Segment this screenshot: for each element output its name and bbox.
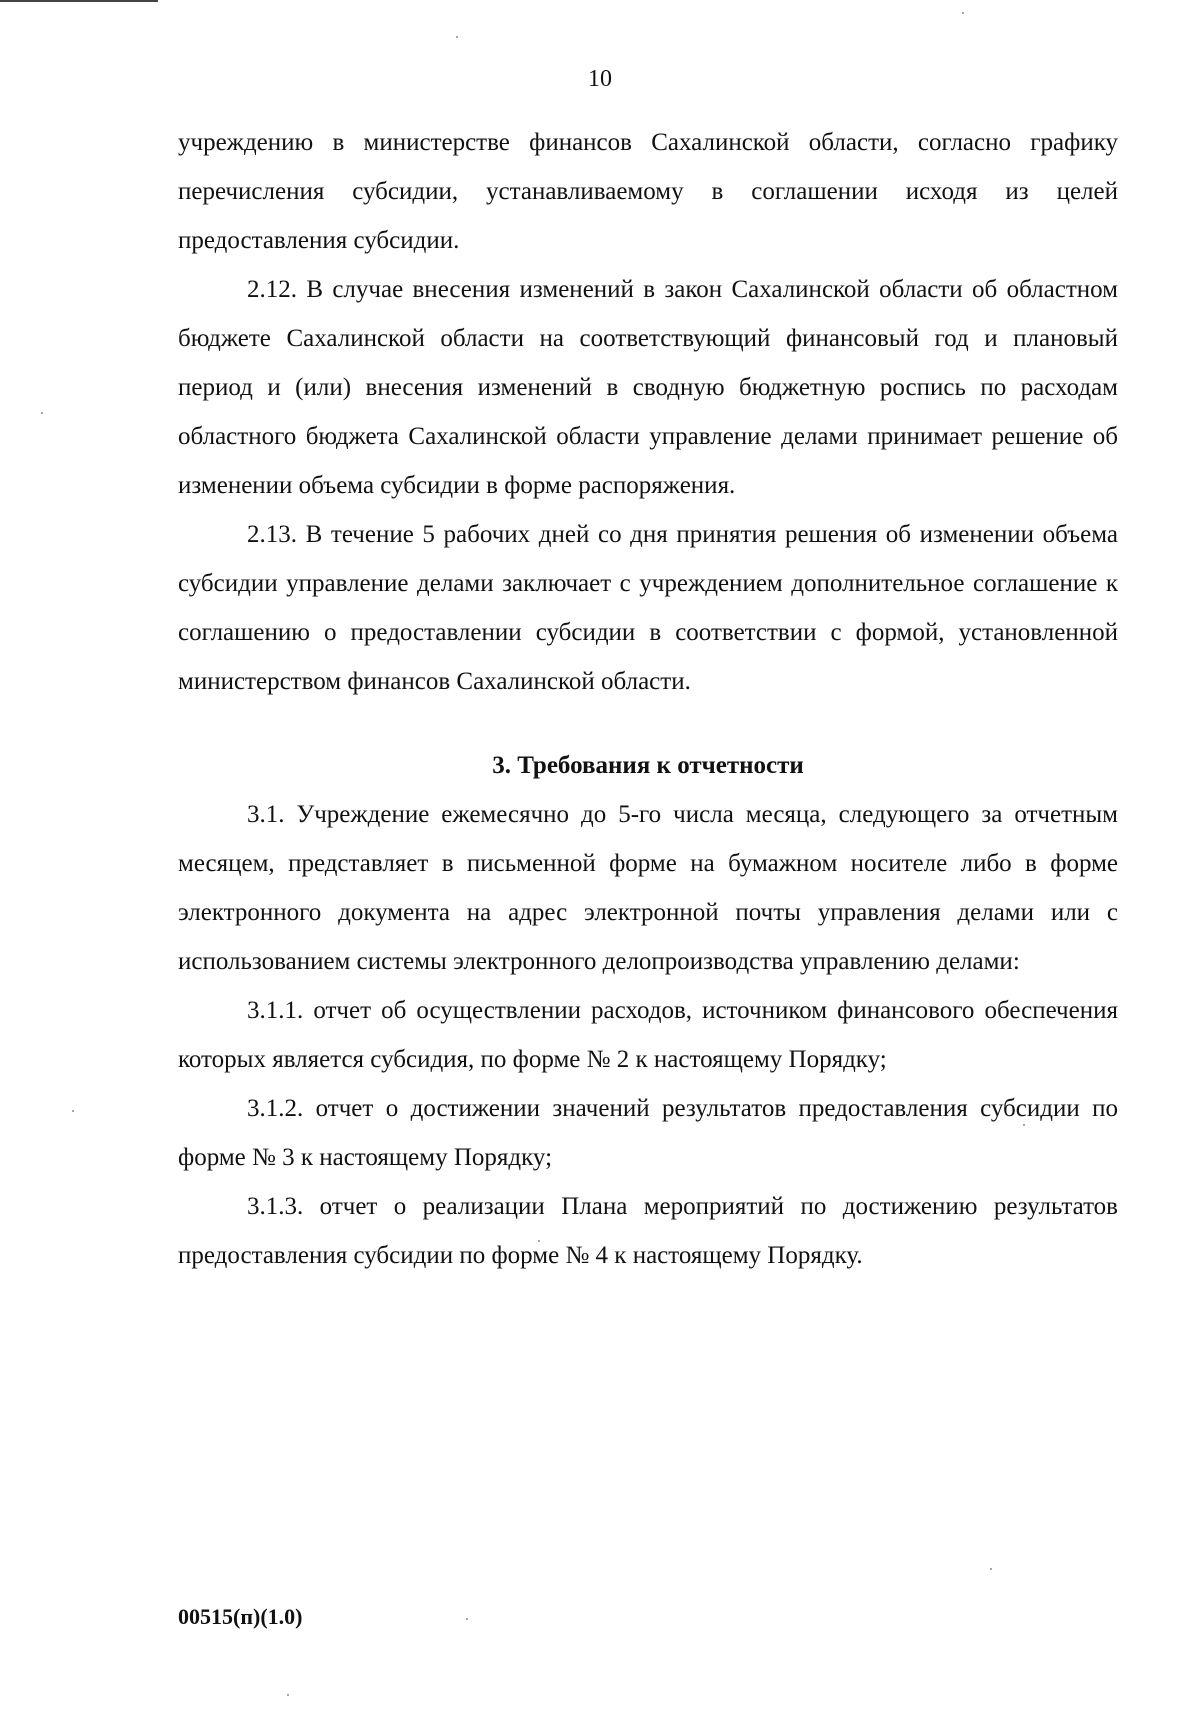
- scan-speck: [990, 1568, 992, 1570]
- paragraph-3-1: 3.1. Учреждение ежемесячно до 5-го числа месяца, следующего за отчетным месяцем, представляет в письменной форме на бумажном носителе либо в форме электронного документа на адрес электронной почты управления делами или с использованием системы электронного делопроизводства управлению делами:: [178, 801, 1118, 975]
- scan-speck: [538, 1240, 540, 1242]
- document-body: [178, 118, 1118, 1280]
- scan-speck: [41, 412, 43, 414]
- scan-speck: [466, 1618, 468, 1620]
- scan-speck: [1023, 1124, 1025, 1126]
- scan-speck: [962, 12, 964, 14]
- scan-speck: [456, 36, 458, 38]
- paragraph-3-1-2: 3.1.2. отчет о достижении значений результатов предоставления субсидии по форме № 3 к настоящему Порядку;: [178, 1095, 1118, 1171]
- paragraph-2-13: 2.13. В течение 5 рабочих дней со дня принятия решения об изменении объема субсидии управление делами заключает с учреждением дополнительное соглашение к соглашению о предоставлении субсидии в соответствии с формой, установленной министерством финансов Сахалинской области.: [178, 521, 1118, 695]
- paragraph-3-1-3: 3.1.3. отчет о реализации Плана мероприятий по достижению результатов предоставления субсидии по форме № 4 к настоящему Порядку.: [178, 1193, 1118, 1269]
- scan-speck: [72, 1110, 74, 1112]
- paragraph-continuation: учреждению в министерстве финансов Сахалинской области, согласно графику перечисления субсидии, устанавливаемому в соглашении исходя из целей предоставления субсидии.: [178, 129, 1118, 254]
- paragraph-2-12: 2.12. В случае внесения изменений в закон Сахалинской области об областном бюджете Сахалинской области на соответствующий финансовый год и плановый период и (или) внесения изменений в сводную бюджетную роспись по расходам областного бюджета Сахалинской области управление делами принимает решение об изменении объема субсидии в форме распоряжения.: [178, 276, 1118, 499]
- paragraph-3-1-1: 3.1.1. отчет об осуществлении расходов, источником финансового обеспечения которых является субсидия, по форме № 2 к настоящему Порядку;: [178, 997, 1118, 1073]
- scan-corner-line: [0, 0, 158, 2]
- page-number: 10: [588, 66, 612, 92]
- scan-speck: [287, 1694, 289, 1696]
- section-heading: 3. Требования к отчетности: [492, 752, 804, 779]
- document-code: 00515(п)(1.0): [178, 1604, 303, 1629]
